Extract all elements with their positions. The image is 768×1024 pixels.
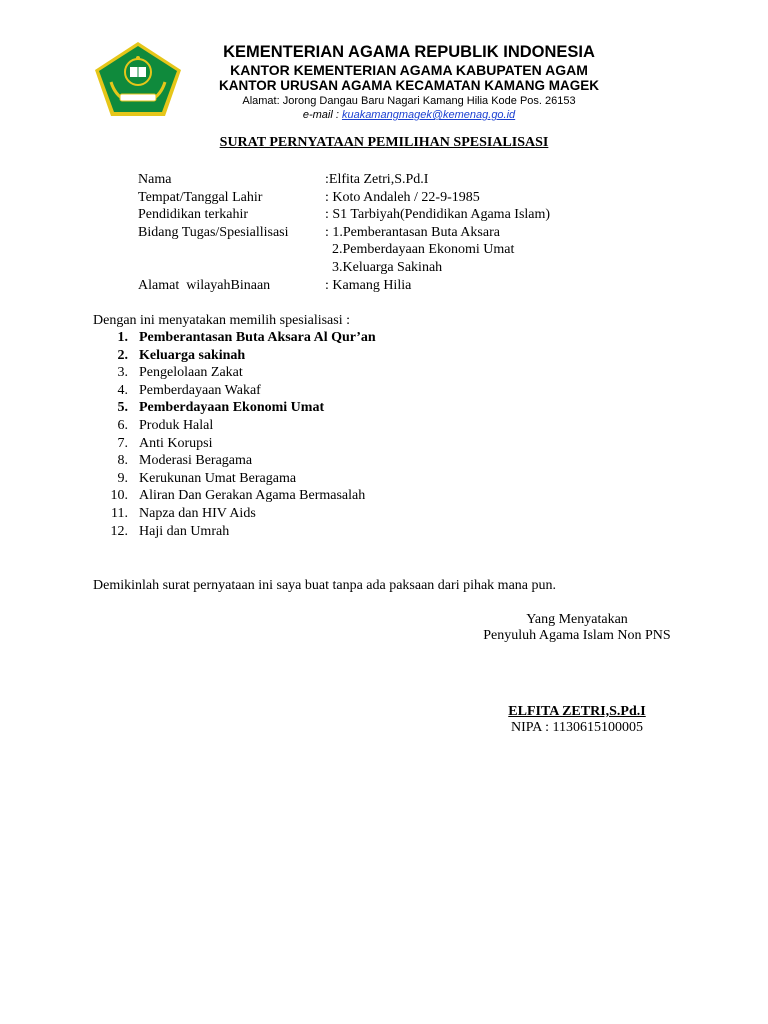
list-item-text: Pengelolaan Zakat <box>139 365 243 381</box>
list-item-number: 3. <box>117 365 128 381</box>
signatory-name: ELFITA ZETRI,S.Pd.I <box>508 704 646 719</box>
signatory-nipa: NIPA : 1130615100005 <box>511 720 643 735</box>
identity-value: : 1.Pemberantasan Buta Aksara <box>325 224 500 240</box>
list-item-number: 11. <box>111 505 128 521</box>
identity-label: Nama <box>138 172 172 187</box>
list-item-number: 12. <box>110 523 128 539</box>
identity-value: : Koto Andaleh / 22-9-1985 <box>325 189 480 205</box>
list-item-text: Aliran Dan Gerakan Agama Bermasalah <box>139 488 366 504</box>
closing-statement: Demikinlah surat pernyataan ini saya buat tanpa ada paksaan dari pihak mana pun. <box>93 578 556 593</box>
list-item-number: 1. <box>117 330 128 345</box>
document-title: SURAT PERNYATAAN PEMILIHAN SPESIALISASI <box>219 135 549 150</box>
list-item-number: 6. <box>117 417 128 433</box>
list-item-text: Haji dan Umrah <box>139 523 230 539</box>
identity-label: Bidang Tugas/Spesiallisasi <box>138 224 289 240</box>
email-link[interactable]: kuakamangmagek@kemenag.go.id <box>341 109 516 121</box>
list-item-text: Pemberdayaan Wakaf <box>139 382 261 398</box>
list-item-number: 2. <box>117 347 128 363</box>
list-item-text: Pemberdayaan Ekonomi Umat <box>139 400 325 416</box>
identity-value: :Elfita Zetri,S.Pd.I <box>325 172 429 187</box>
identity-value: : Kamang Hilia <box>325 277 412 293</box>
identity-value: : S1 Tarbiyah(Pendidikan Agama Islam) <box>325 207 551 223</box>
letterhead-email-line <box>200 108 618 122</box>
identity-value: 3.Keluarga Sakinah <box>325 259 443 275</box>
list-item-text: Pemberantasan Buta Aksara Al Qur’an <box>139 330 376 345</box>
letterhead-ministry: KEMENTERIAN AGAMA REPUBLIK INDONESIA <box>223 43 595 61</box>
list-item-number: 9. <box>117 470 128 486</box>
list-item-text: Keluarga sakinah <box>139 347 246 363</box>
list-item-number: 8. <box>117 453 128 469</box>
list-item-text: Produk Halal <box>139 417 214 433</box>
letterhead-regency-office: KANTOR KEMENTERIAN AGAMA KABUPATEN AGAM <box>230 62 588 78</box>
list-item-text: Moderasi Beragama <box>139 453 253 469</box>
kemenag-logo-icon <box>93 40 183 118</box>
list-item-text: Anti Korupsi <box>139 435 213 451</box>
letterhead-kua-office: KANTOR URUSAN AGAMA KECAMATAN KAMANG MAGEK <box>219 78 599 93</box>
signature-declarant: Yang Menyatakan <box>526 612 628 627</box>
identity-value: 2.Pemberdayaan Ekonomi Umat <box>325 242 515 258</box>
signature-heading <box>462 612 692 644</box>
identity-label: Pendidikan terkahir <box>138 207 249 223</box>
intro-statement: Dengan ini menyatakan memilih spesialisasi : <box>93 313 350 328</box>
signature-block <box>462 704 692 736</box>
list-item-number: 5. <box>117 400 128 416</box>
identity-label: Tempat/Tanggal Lahir <box>138 189 263 205</box>
letterhead <box>200 43 618 122</box>
letterhead-address: Alamat: Jorong Dangau Baru Nagari Kamang Hilia Kode Pos. 26153 <box>242 95 576 107</box>
list-item-text: Kerukunan Umat Beragama <box>139 470 297 486</box>
email-label: e-mail : <box>302 109 342 121</box>
signature-position: Penyuluh Agama Islam Non PNS <box>483 628 671 643</box>
list-item-number: 7. <box>117 435 128 451</box>
list-item-text: Napza dan HIV Aids <box>139 505 256 521</box>
list-item-number: 4. <box>117 382 128 398</box>
identity-label: Alamat wilayahBinaan <box>138 277 271 293</box>
list-item-number: 10. <box>110 488 128 504</box>
